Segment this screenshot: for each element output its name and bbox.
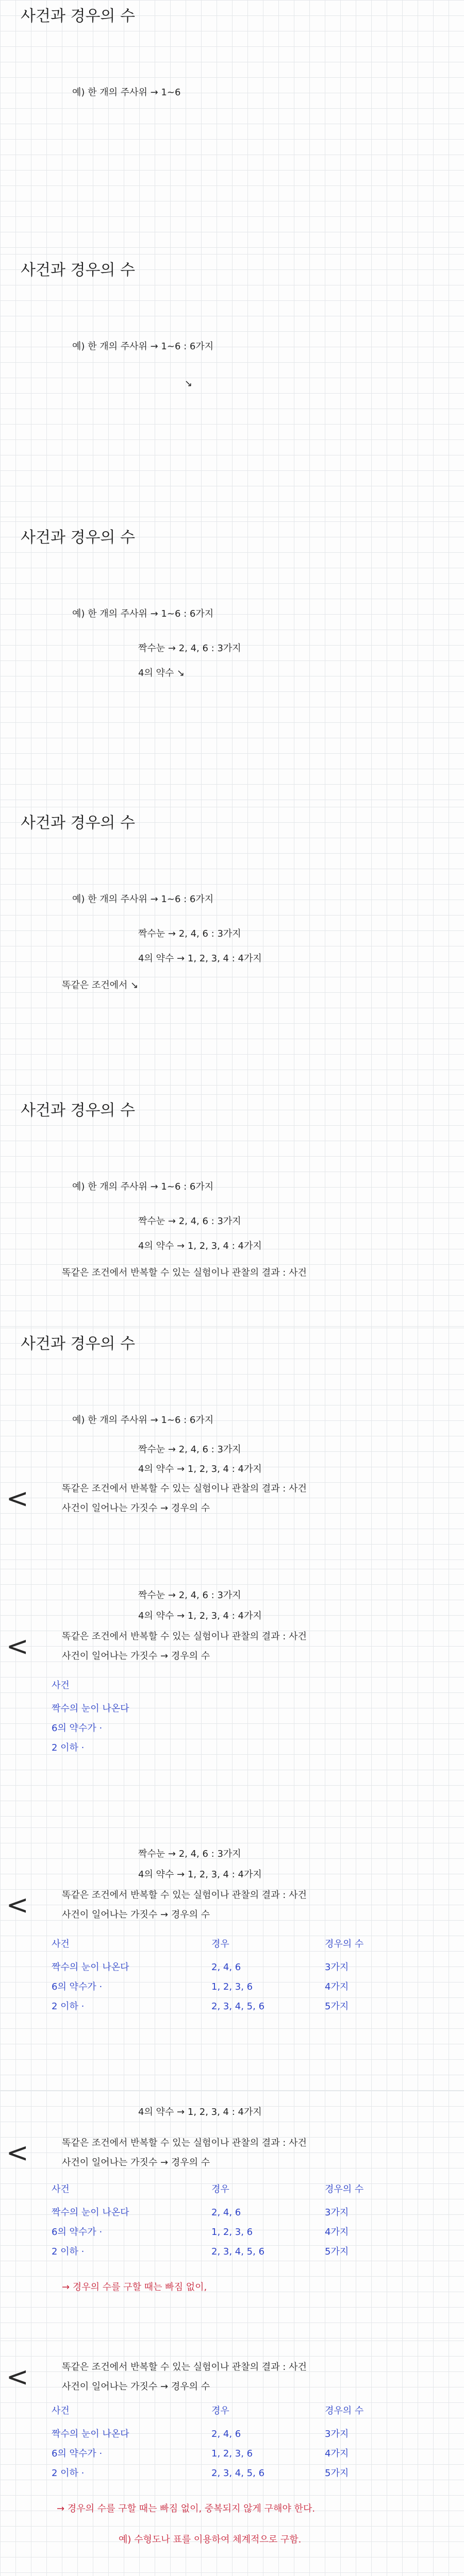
note-line: 예) 한 개의 주사위 → 1~6 : 6가지 [72, 341, 214, 352]
note-blue-line: 1, 2, 3, 6 [211, 2227, 253, 2238]
note-line: 짝수눈 → 2, 4, 6 : 3가지 [138, 1590, 241, 1601]
note-blue-line: 사건 [52, 2405, 70, 2416]
note-blue-line: 3가지 [325, 1962, 349, 1973]
note-frame-8 [0, 1827, 464, 2091]
note-line: 사건이 일어나는 가짓수 → 경우의 수 [62, 2381, 210, 2392]
note-line: 짝수눈 → 2, 4, 6 : 3가지 [138, 1849, 241, 1859]
note-line: 예) 한 개의 주사위 → 1~6 : 6가지 [72, 1415, 214, 1426]
note-frame-6 [0, 1328, 464, 1569]
note-blue-line: 3가지 [325, 2429, 349, 2439]
note-blue-line: 사건 [52, 2184, 70, 2195]
note-line: 4의 약수 → 1, 2, 3, 4 : 4가지 [138, 1464, 262, 1475]
note-blue-line: 경우 [211, 2184, 229, 2195]
note-blue-line: 6의 약수가 · [52, 1981, 103, 1992]
note-blue-line: 짝수의 눈이 나온다 [52, 1703, 129, 1714]
note-red-line: → 경우의 수를 구할 때는 빠짐 없이, [62, 2282, 207, 2293]
note-frame-7 [0, 1569, 464, 1828]
note-title: 사건과 경우의 수 [21, 1101, 135, 1120]
note-title: 사건과 경우의 수 [21, 7, 135, 25]
note-frame-2 [0, 254, 464, 522]
note-blue-line: 경우 [211, 1939, 229, 1950]
note-line: 사건이 일어나는 가짓수 → 경우의 수 [62, 2157, 210, 2168]
note-line: 4의 약수 → 1, 2, 3, 4 : 4가지 [138, 1241, 262, 1251]
note-blue-line: 경우의 수 [325, 1939, 364, 1950]
note-title: 사건과 경우의 수 [21, 529, 135, 547]
note-blue-line: 2, 3, 4, 5, 6 [211, 2001, 265, 2012]
note-blue-line: 5가지 [325, 2001, 349, 2012]
note-line: 짝수눈 → 2, 4, 6 : 3가지 [138, 1216, 241, 1227]
note-blue-line: 5가지 [325, 2246, 349, 2257]
note-blue-line: 경우 [211, 2405, 229, 2416]
note-frame-4 [0, 807, 464, 1095]
note-blue-line: 6의 약수가 · [52, 2448, 103, 2459]
angle-bracket-mark: < [6, 2138, 29, 2168]
note-blue-line: 2, 3, 4, 5, 6 [211, 2246, 265, 2257]
angle-bracket-mark: < [6, 1483, 29, 1514]
note-blue-line: 2, 4, 6 [211, 1962, 241, 1973]
note-line: 똑같은 조건에서 반복할 수 있는 실험이나 관찰의 결과 : 사건 [62, 1890, 307, 1901]
note-line: 똑같은 조건에서 반복할 수 있는 실험이나 관찰의 결과 : 사건 [62, 1483, 307, 1494]
note-blue-line: 1, 2, 3, 6 [211, 1981, 253, 1992]
note-line: 예) 한 개의 주사위 → 1~6 : 6가지 [72, 894, 214, 905]
note-blue-line: 4가지 [325, 2448, 349, 2459]
note-line: 4의 약수 → 1, 2, 3, 4 : 4가지 [138, 2107, 262, 2117]
note-blue-line: 2 이하 · [52, 2468, 85, 2479]
note-line: 예) 한 개의 주사위 → 1~6 : 6가지 [72, 1181, 214, 1192]
note-blue-line: 짝수의 눈이 나온다 [52, 1962, 129, 1973]
note-title: 사건과 경우의 수 [21, 814, 135, 832]
note-title: 사건과 경우의 수 [21, 261, 135, 279]
note-line: 짝수눈 → 2, 4, 6 : 3가지 [138, 1444, 241, 1455]
note-line: 똑같은 조건에서 반복할 수 있는 실험이나 관찰의 결과 : 사건 [62, 1631, 307, 1642]
note-line: 4의 약수 → 1, 2, 3, 4 : 4가지 [138, 1869, 262, 1880]
note-blue-line: 2 이하 · [52, 2001, 85, 2012]
note-blue-line: 3가지 [325, 2207, 349, 2218]
note-blue-line: 6의 약수가 · [52, 2227, 103, 2238]
note-line: 똑같은 조건에서 ↘ [62, 980, 139, 991]
note-line: 4의 약수 ↘ [138, 668, 185, 679]
note-frame-1 [0, 0, 464, 255]
note-blue-line: 짝수의 눈이 나온다 [52, 2429, 129, 2439]
note-blue-line: 짝수의 눈이 나온다 [52, 2207, 129, 2218]
note-blue-line: 2 이하 · [52, 1742, 85, 1753]
note-line: 똑같은 조건에서 반복할 수 있는 실험이나 관찰의 결과 : 사건 [62, 2138, 307, 2148]
note-blue-line: 경우의 수 [325, 2184, 364, 2195]
note-blue-line: 2, 4, 6 [211, 2207, 241, 2218]
note-line: 사건이 일어나는 가짓수 → 경우의 수 [62, 1503, 210, 1514]
note-blue-line: 사건 [52, 1939, 70, 1950]
note-line: 예) 한 개의 주사위 → 1~6 : 6가지 [72, 608, 214, 619]
angle-bracket-mark: < [6, 2362, 29, 2393]
note-red-line: 예) 수형도나 표를 이용하여 체계적으로 구함. [119, 2534, 302, 2545]
note-line: 똑같은 조건에서 반복할 수 있는 실험이나 관찰의 결과 : 사건 [62, 2362, 307, 2372]
note-blue-line: 4가지 [325, 1981, 349, 1992]
note-line: 사건이 일어나는 가짓수 → 경우의 수 [62, 1651, 210, 1662]
note-blue-line: 2, 4, 6 [211, 2429, 241, 2439]
angle-bracket-mark: < [6, 1631, 29, 1662]
note-blue-line: 6의 약수가 · [52, 1723, 103, 1734]
note-blue-line: 경우의 수 [325, 2405, 364, 2416]
note-line: 짝수눈 → 2, 4, 6 : 3가지 [138, 643, 241, 654]
note-line: 4의 약수 → 1, 2, 3, 4 : 4가지 [138, 953, 262, 964]
note-blue-line: 4가지 [325, 2227, 349, 2238]
note-frame-10 [0, 2341, 464, 2576]
note-frame-9 [0, 2091, 464, 2341]
note-blue-line: 5가지 [325, 2468, 349, 2479]
note-line: 사건이 일어나는 가짓수 → 경우의 수 [62, 1909, 210, 1920]
note-frame-5 [0, 1094, 464, 1328]
note-line: ↘ [185, 378, 193, 389]
note-line: 똑같은 조건에서 반복할 수 있는 실험이나 관찰의 결과 : 사건 [62, 1267, 307, 1278]
note-frame-3 [0, 521, 464, 807]
note-line: 4의 약수 → 1, 2, 3, 4 : 4가지 [138, 1611, 262, 1621]
note-red-line: → 경우의 수를 구할 때는 빠짐 없이, 중복되지 않게 구해야 한다. [57, 2503, 316, 2514]
note-blue-line: 2 이하 · [52, 2246, 85, 2257]
note-line: 짝수눈 → 2, 4, 6 : 3가지 [138, 928, 241, 939]
angle-bracket-mark: < [6, 1890, 29, 1921]
note-blue-line: 1, 2, 3, 6 [211, 2448, 253, 2459]
note-blue-line: 2, 3, 4, 5, 6 [211, 2468, 265, 2479]
note-blue-line: 사건 [52, 1680, 70, 1691]
note-line: 예) 한 개의 주사위 → 1~6 [72, 87, 181, 98]
note-title: 사건과 경우의 수 [21, 1335, 135, 1353]
